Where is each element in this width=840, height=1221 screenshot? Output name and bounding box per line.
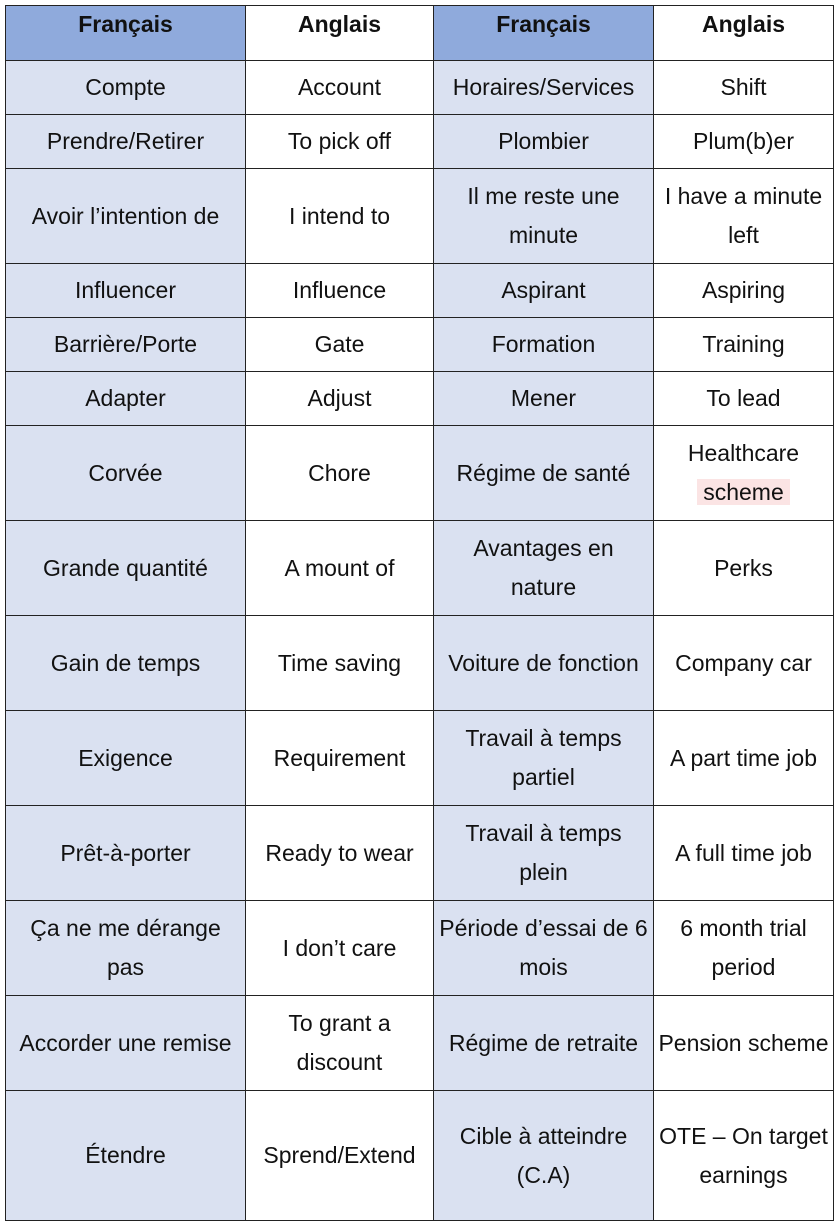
cell-en1: A mount of (246, 521, 434, 616)
header-anglais-1: Anglais (246, 6, 434, 61)
table-row (6, 616, 834, 711)
cell-fr1: Exigence (6, 711, 246, 806)
cell-en2: Plum(b)er (654, 115, 834, 169)
cell-fr1: Avoir l’intention de (6, 169, 246, 264)
cell-fr1: Influencer (6, 264, 246, 318)
cell-fr2: Formation (434, 318, 654, 372)
cell-fr2: Travail à temps plein (434, 806, 654, 901)
cell-en1: Chore (246, 426, 434, 521)
cell-fr1: Barrière/Porte (6, 318, 246, 372)
cell-en2: Pension scheme (654, 996, 834, 1091)
table-row (6, 901, 834, 996)
cell-fr1: Grande quantité (6, 521, 246, 616)
cell-fr1: Prêt-à-porter (6, 806, 246, 901)
table-row (6, 426, 834, 521)
cell-fr2: Voiture de fonction (434, 616, 654, 711)
cell-en1: I don’t care (246, 901, 434, 996)
cell-fr2: Plombier (434, 115, 654, 169)
cell-en2: A full time job (654, 806, 834, 901)
cell-fr1: Ça ne me dérange pas (6, 901, 246, 996)
cell-en2: 6 month trial period (654, 901, 834, 996)
cell-en1: Sprend/Extend (246, 1091, 434, 1221)
cell-fr2: Avantages en nature (434, 521, 654, 616)
cell-en1: Ready to wear (246, 806, 434, 901)
cell-en1: To pick off (246, 115, 434, 169)
table-row (6, 264, 834, 318)
cell-fr2: Il me reste une minute (434, 169, 654, 264)
header-francais-2: Français (434, 6, 654, 61)
cell-fr1: Compte (6, 61, 246, 115)
cell-fr2: Horaires/Services (434, 61, 654, 115)
table-row (6, 1091, 834, 1221)
cell-en1: Time saving (246, 616, 434, 711)
cell-en1: To grant a discount (246, 996, 434, 1091)
cell-en2: I have a minute left (654, 169, 834, 264)
cell-fr1: Adapter (6, 372, 246, 426)
cell-en1: I intend to (246, 169, 434, 264)
cell-en2: Training (654, 318, 834, 372)
header-francais-1: Français (6, 6, 246, 61)
cell-fr2: Période d’essai de 6 mois (434, 901, 654, 996)
cell-en1: Requirement (246, 711, 434, 806)
table-row (6, 61, 834, 115)
vocabulary-table (5, 5, 834, 1221)
cell-en2: Shift (654, 61, 834, 115)
cell-fr2: Mener (434, 372, 654, 426)
cell-en2: To lead (654, 372, 834, 426)
table-row (6, 169, 834, 264)
header-row (6, 6, 834, 61)
cell-fr2: Cible à atteindre (C.A) (434, 1091, 654, 1221)
cell-fr1: Prendre/Retirer (6, 115, 246, 169)
cell-en2: OTE – On target earnings (654, 1091, 834, 1221)
cell-en1: Influence (246, 264, 434, 318)
cell-en1: Adjust (246, 372, 434, 426)
table-row (6, 711, 834, 806)
cell-fr2: Aspirant (434, 264, 654, 318)
highlighted-word: scheme (697, 479, 790, 505)
cell-en1: Account (246, 61, 434, 115)
cell-fr1: Corvée (6, 426, 246, 521)
cell-en2: Perks (654, 521, 834, 616)
table-row (6, 318, 834, 372)
cell-fr1: Accorder une remise (6, 996, 246, 1091)
cell-en2: A part time job (654, 711, 834, 806)
cell-fr1: Étendre (6, 1091, 246, 1221)
cell-en2: Company car (654, 616, 834, 711)
table-row (6, 996, 834, 1091)
table-row (6, 806, 834, 901)
cell-en2-text: Healthcare (687, 440, 800, 466)
cell-fr2: Régime de retraite (434, 996, 654, 1091)
table-row (6, 372, 834, 426)
cell-fr2: Régime de santé (434, 426, 654, 521)
cell-en1: Gate (246, 318, 434, 372)
cell-fr1: Gain de temps (6, 616, 246, 711)
cell-en2 (654, 426, 834, 521)
header-anglais-2: Anglais (654, 6, 834, 61)
table-row (6, 115, 834, 169)
table-row (6, 521, 834, 616)
cell-en2: Aspiring (654, 264, 834, 318)
cell-fr2: Travail à temps partiel (434, 711, 654, 806)
